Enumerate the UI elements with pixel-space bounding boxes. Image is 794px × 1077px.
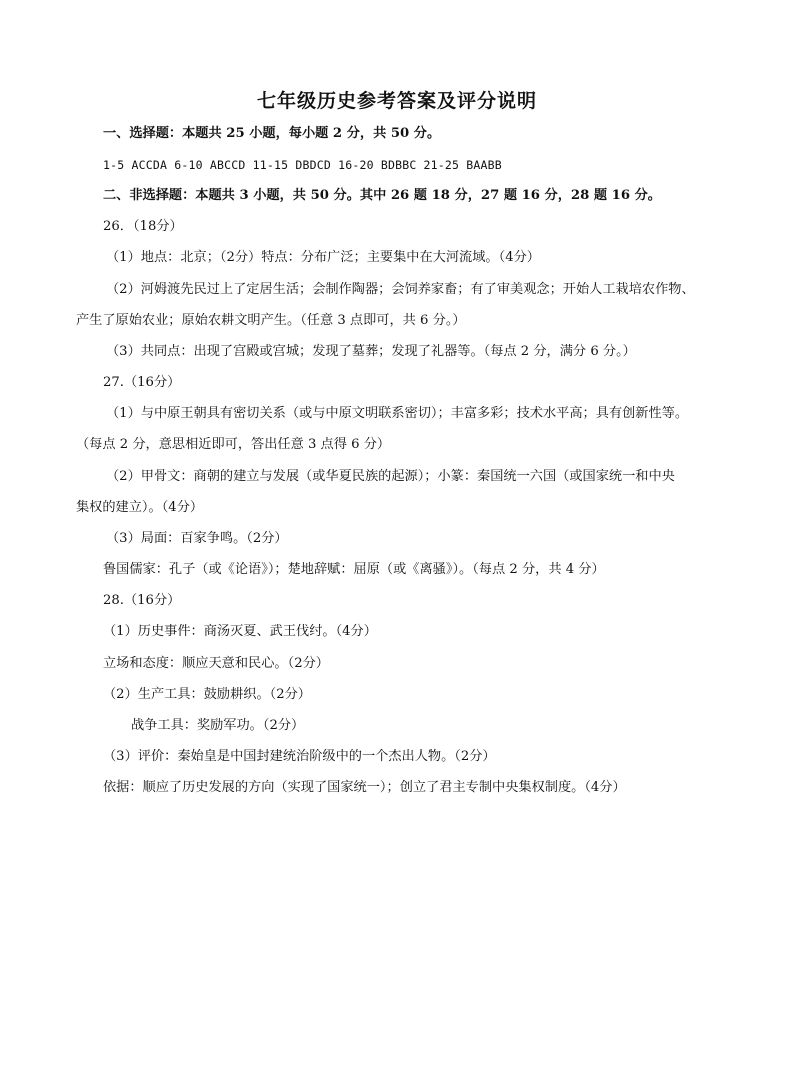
q27-header: 27.（16分） — [103, 375, 181, 390]
q28-part3-detail: 依据：顺应了历史发展的方向（实现了国家统一）；创立了君主专制中央集权制度。（4分） — [103, 780, 626, 795]
q26-part1: （1）地点：北京；（2分）特点：分布广泛；主要集中在大河流域。（4分） — [106, 250, 540, 265]
q26-part2-line2: 产生了原始农业；原始农耕文明产生。（任意 3 点即可，共 6 分。） — [76, 313, 466, 328]
q26-header: 26．（18分） — [103, 219, 183, 234]
q27-part3-detail: 鲁国儒家：孔子（或《论语》）；楚地辞赋：屈原（或《离骚》）。（每点 2 分，共 4 分） — [103, 562, 605, 577]
q28-part2: （2）生产工具：鼓励耕织。（2分） — [103, 687, 311, 702]
section1-heading: 一、选择题：本题共 25 小题，每小题 2 分，共 50 分。 — [103, 126, 441, 141]
q27-part1-line1: （1）与中原王朝具有密切关系（或与中原文明联系密切）；丰富多彩；技术水平高；具有创新性等。 — [106, 406, 689, 421]
q26-part3: （3）共同点：出现了宫殿或宫城；发现了墓葬；发现了礼器等。（每点 2 分，满分 6 分。） — [106, 344, 636, 359]
q28-part3: （3）评价：秦始皇是中国封建统治阶级中的一个杰出人物。（2分） — [103, 749, 496, 764]
q27-part3: （3）局面：百家争鸣。（2分） — [106, 531, 288, 546]
page-title: 七年级历史参考答案及评分说明 — [256, 90, 537, 112]
section2-heading: 二、非选择题：本题共 3 小题，共 50 分。其中 26 题 18 分，27 题 16 分，28 题 16 分。 — [103, 188, 661, 203]
section1-answers: 1-5 ACCDA 6-10 ABCCD 11-15 DBDCD 16-20 BDBBC 21-25 BAABB — [103, 158, 502, 172]
q27-part2-line1: （2）甲骨文：商朝的建立与发展（或华夏民族的起源）；小篆：秦国统一六国（或国家统一和中央 — [106, 469, 675, 484]
q28-header: 28.（16分） — [103, 593, 181, 608]
q28-part1-detail: 立场和态度：顺应天意和民心。（2分） — [103, 656, 329, 671]
q26-part2-line1: （2）河姆渡先民过上了定居生活；会制作陶器；会饲养家畜；有了审美观念；开始人工栽培农作物、 — [106, 282, 695, 297]
q28-part1: （1）历史事件：商汤灭夏、武王伐纣。（4分） — [103, 624, 377, 639]
q27-part2-line2: 集权的建立）。（4分） — [76, 500, 204, 515]
q28-part2-detail: 战争工具：奖励军功。（2分） — [131, 718, 305, 733]
q27-part1-line2: （每点 2 分，意思相近即可，答出任意 3 点得 6 分） — [76, 437, 391, 452]
